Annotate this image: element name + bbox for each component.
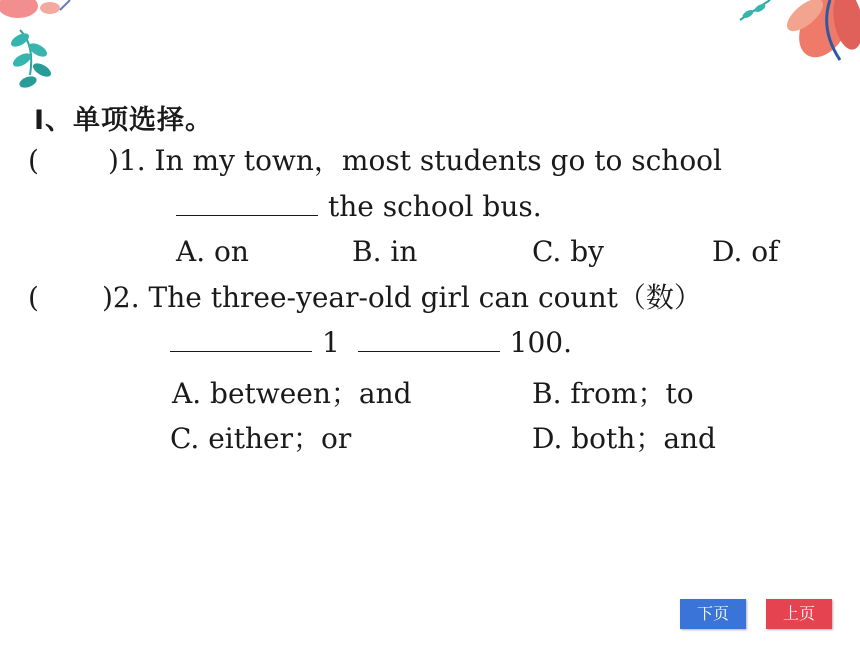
q2-number: )2. <box>102 281 140 314</box>
previous-page-button[interactable]: 上页 <box>766 599 832 629</box>
q2-option-a: A. between；and <box>172 377 412 410</box>
q2-stem-end: 100. <box>509 326 572 359</box>
q1-answer-blank <box>176 193 318 216</box>
q1-option-a: A. on <box>176 235 249 268</box>
q2-option-c: C. either；or <box>170 422 352 455</box>
q2-answer-blank-1 <box>170 329 312 352</box>
q2-stem-text: The three-year-old girl can count（数） <box>148 281 702 314</box>
q1-stem-line2-text: the school bus. <box>328 190 542 223</box>
q1-option-b: B. in <box>352 235 418 268</box>
q1-option-c: C. by <box>532 235 604 268</box>
q2-stem-line1 <box>102 281 702 315</box>
q2-open-paren: ( <box>28 281 39 314</box>
q2-stem-line2 <box>170 326 572 360</box>
next-page-button[interactable]: 下页 <box>680 599 746 629</box>
q1-open-paren: ( <box>28 144 39 177</box>
top-right-floral-decoration <box>730 0 860 70</box>
q1-stem-line1 <box>108 144 722 178</box>
section-heading: Ⅰ、单项选择。 <box>34 105 214 136</box>
q2-option-b: B. from；to <box>532 377 694 410</box>
q1-number: )1. <box>108 144 146 177</box>
q1-stem-line2 <box>176 190 542 224</box>
q1-stem-text: In my town，most students go to school <box>154 144 722 177</box>
q2-stem-mid: 1 <box>322 326 340 359</box>
q2-option-d: D. both；and <box>532 422 716 455</box>
top-left-floral-decoration <box>0 0 110 100</box>
q1-option-d: D. of <box>712 235 779 268</box>
q2-answer-blank-2 <box>358 329 500 352</box>
